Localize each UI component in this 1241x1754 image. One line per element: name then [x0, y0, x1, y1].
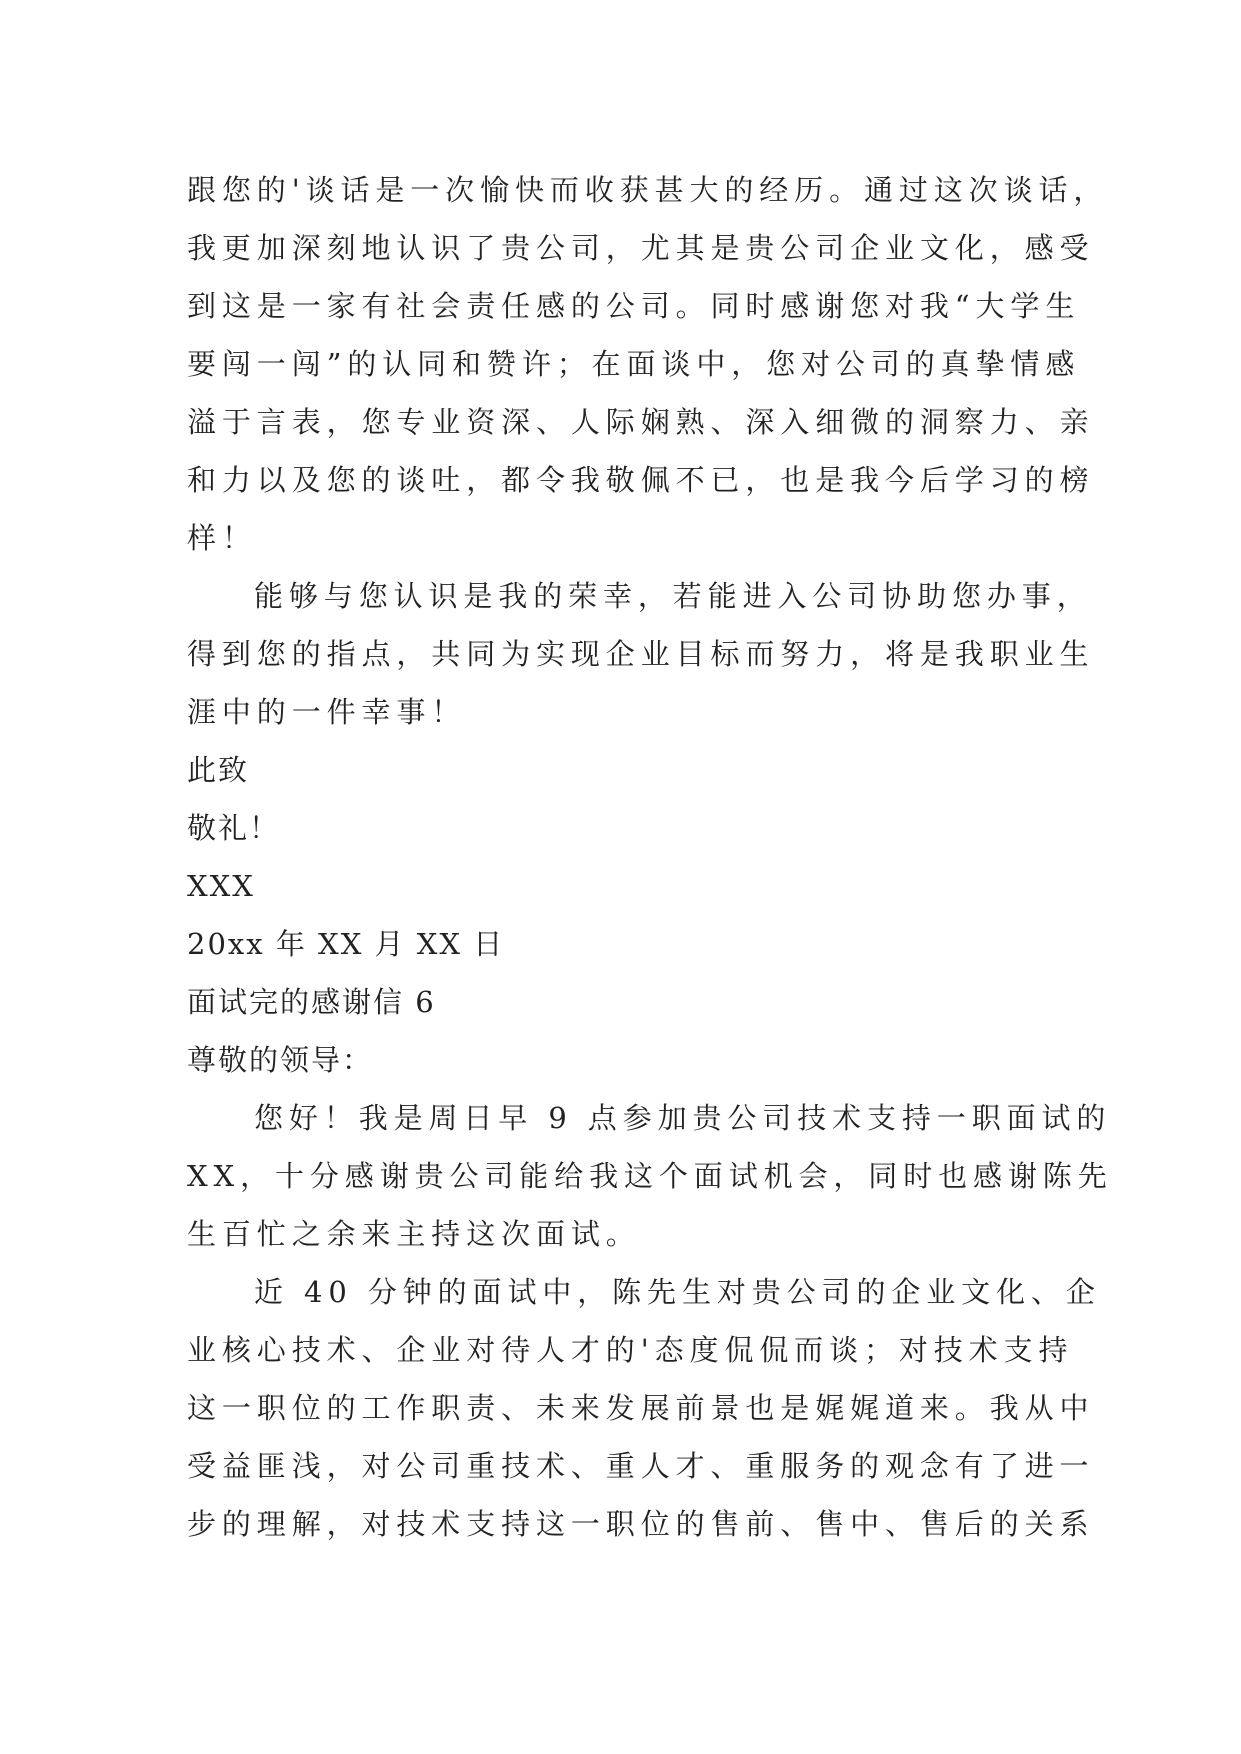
paragraph-honor: [187, 567, 1095, 741]
text-line: 我更加深刻地认识了贵公司，尤其是贵公司企业文化，感受: [187, 231, 1095, 265]
text-line: 涯中的一件幸事！: [187, 695, 467, 729]
closing-regards: 敬礼！: [187, 811, 281, 845]
section-title: 面试完的感谢信 6: [187, 985, 436, 1019]
signature: XXX: [187, 869, 255, 903]
letter-date: 20xx 年 XX 月 XX 日: [187, 927, 505, 961]
text-line: 样！: [187, 521, 257, 555]
paragraph-gratitude: [187, 161, 1109, 567]
text-line: 跟您的'谈话是一次愉快而收获甚大的经历。通过这次谈话，: [187, 173, 1109, 207]
text-line: 能够与您认识是我的荣幸，若能进入公司协助您办事，: [254, 579, 1092, 613]
paragraph-interview-intro: [187, 1089, 1113, 1263]
closing-salutation: 此致: [187, 753, 250, 787]
text-line: 步的理解，对技术支持这一职位的售前、售中、售后的关系: [187, 1507, 1095, 1541]
text-line: 近 40 分钟的面试中，陈先生对贵公司的企业文化、企: [254, 1275, 1101, 1309]
text-line: 到这是一家有社会责任感的公司。同时感谢您对我“大学生: [187, 289, 1081, 323]
paragraph-interview-details: [187, 1263, 1101, 1553]
text-line: 溢于言表，您专业资深、人际娴熟、深入细微的洞察力、亲: [187, 405, 1095, 439]
text-line: 您好！我是周日早 9 点参加贵公司技术支持一职面试的: [254, 1101, 1112, 1135]
text-line: 受益匪浅，对公司重技术、重人才、重服务的观念有了进一: [187, 1449, 1095, 1483]
text-line: XX，十分感谢贵公司能给我这个面试机会，同时也感谢陈先: [187, 1159, 1113, 1193]
text-line: 得到您的指点，共同为实现企业目标而努力，将是我职业生: [187, 637, 1095, 671]
letter-greeting: 尊敬的领导：: [187, 1043, 374, 1077]
text-line: 生百忙之余来主持这次面试。: [187, 1217, 641, 1251]
text-line: 业核心技术、企业对待人才的'态度侃侃而谈；对技术支持: [187, 1333, 1074, 1367]
text-line: 和力以及您的谈吐，都令我敬佩不已，也是我今后学习的榜: [187, 463, 1095, 497]
text-line: 这一职位的工作职责、未来发展前景也是娓娓道来。我从中: [187, 1391, 1095, 1425]
text-line: 要闯一闯”的认同和赞许；在面谈中，您对公司的真挚情感: [187, 347, 1081, 381]
letter-body: [187, 161, 1113, 1553]
